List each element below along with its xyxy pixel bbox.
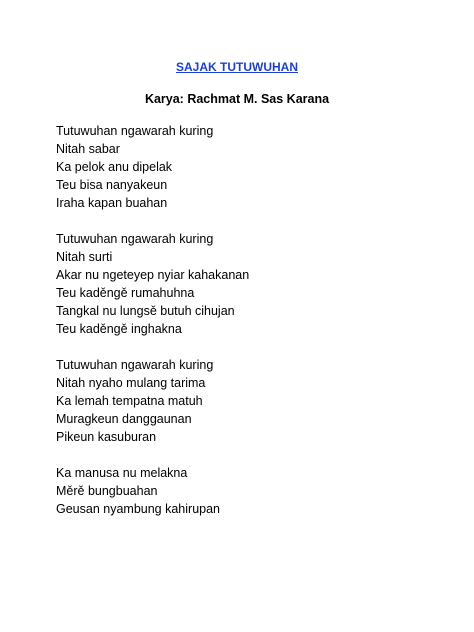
poem-line: Teu kaděngě rumahuhna [56, 286, 195, 300]
poem-line: Nitah sabar [56, 142, 120, 156]
poem-line: Tutuwuhan ngawarah kuring [56, 124, 214, 138]
stanza-4 [56, 464, 436, 518]
poem-line: Ka pelok anu dipelak [56, 160, 173, 174]
poem-line: Akar nu ngeteyep nyiar kahakanan [56, 268, 250, 282]
stanza-3 [56, 356, 436, 446]
poem-line: Iraha kapan buahan [56, 196, 168, 210]
poem-body [56, 122, 436, 536]
poem-line: Teu bisa nanyakeun [56, 178, 168, 192]
poem-line: Nitah nyaho mulang tarima [56, 376, 206, 390]
stanza-1 [56, 122, 436, 212]
poem-line: Tutuwuhan ngawarah kuring [56, 232, 214, 246]
poem-line: Nitah surti [56, 250, 113, 264]
poem-line: Ka manusa nu melakna [56, 466, 188, 480]
poem-line: Teu kaděngě inghakna [56, 322, 182, 336]
poem-author: Karya: Rachmat M. Sas Karana [144, 92, 330, 106]
stanza-2 [56, 230, 436, 338]
poem-line: Tangkal nu lungsě butuh cihujan [56, 304, 235, 318]
poem-line: Geusan nyambung kahirupan [56, 502, 221, 516]
poem-line: Pikeun kasuburan [56, 430, 157, 444]
poem-line: Měrě bungbuahan [56, 484, 158, 498]
poem-line: Tutuwuhan ngawarah kuring [56, 358, 214, 372]
poem-line: Muragkeun danggaunan [56, 412, 192, 426]
poem-title-link[interactable]: SAJAK TUTUWUHAN [176, 60, 298, 74]
poem-line: Ka lemah tempatna matuh [56, 394, 203, 408]
